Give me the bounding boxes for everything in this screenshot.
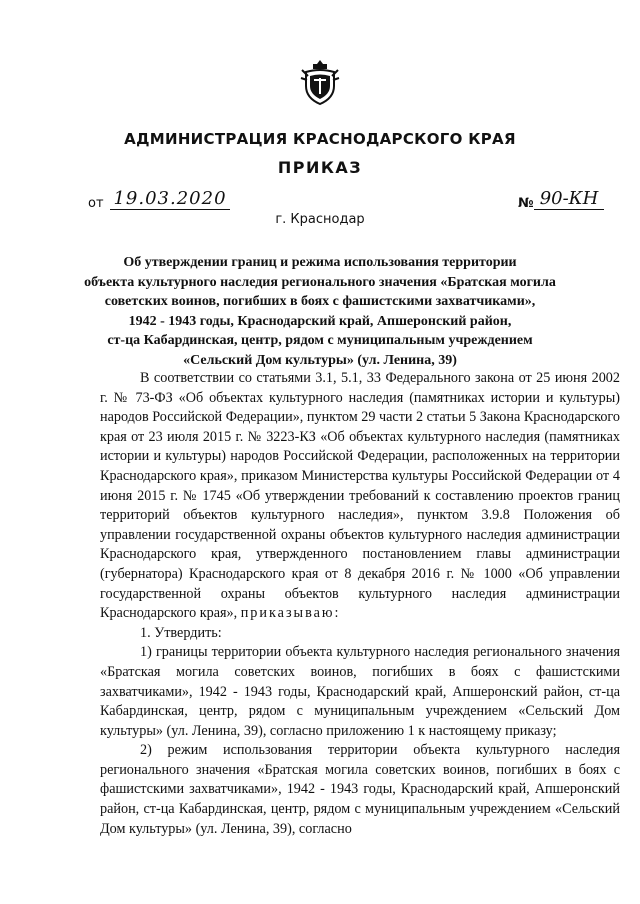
issuing-authority: АДМИНИСТРАЦИЯ КРАСНОДАРСКОГО КРАЯ xyxy=(124,130,516,148)
item-1-2: 2) режим использования территории объекта культурного наследия регионального значения «Братская могила советских воинов, погибших в боях с фашистскими захватчиками», 1942 - 1943 годы, Краснодарский край, Апшеронский район, ст-ца Кабардинская, центр, рядом с муниципальным учреждением «Сельский Дом культуры» (ул. Ленина, 39), согласно xyxy=(100,742,620,837)
title-line: ст-ца Кабардинская, центр, рядом с муниципальным учреждением xyxy=(107,333,533,348)
document-title xyxy=(80,253,560,370)
item-1-1: 1) границы территории объекта культурного наследия регионального значения «Братская могила советских воинов, погибших в боях с фашистскими захватчиками», 1942 - 1943 годы, Краснодарский край, Апшеронский район, ст-ца Кабардинская, центр, рядом с муниципальным учреждением «Сельский Дом культуры» (ул. Ленина, 39), согласно приложению 1 к настоящему приказу; xyxy=(100,644,620,739)
preamble-paragraph xyxy=(100,369,620,624)
number-value: 90-КН xyxy=(534,188,604,210)
preamble-text: В соответствии со статьями 3.1, 5.1, 33 Федерального закона от 25 июня 2002 г. № 73-ФЗ «Об объектах культурного наследия (памятниках истории и культуры) народов Российской Федерации», пунктом 29 части 2 статьи 5 Закона Краснодарского края от 23 июля 2015 г. № 3223-КЗ «Об объектах культурного наследия (памятниках истории и культуры) народов Российской Федерации, расположенных на территории Краснодарского края», приказом Министерства культуры Российской Федерации от 4 июня 2015 г. № 1745 «Об утверждении требований к составлению проектов границ территорий объектов культурного наследия», пунктом 3.9.8 Положения об управлении государственной охраны объектов культурного наследия администрации Краснодарского края, утвержденного постановлением главы администрации (губернатора) Краснодарского края от 8 декабря 2016 г. № 1000 «Об управлении государственной охраны объектов культурного наследия администрации Краснодарского края», xyxy=(100,370,620,622)
title-line: объекта культурного наследия регионального значения «Братская могила xyxy=(84,274,556,290)
date-value: 19.03.2020 xyxy=(110,188,230,210)
number-label: № xyxy=(518,196,534,211)
date-label: от xyxy=(88,196,104,211)
title-line: «Сельский Дом культуры» (ул. Ленина, 39) xyxy=(183,352,457,368)
city: г. Краснодар xyxy=(275,212,365,227)
title-line: 1942 - 1943 годы, Краснодарский край, Апшеронский район, xyxy=(128,313,512,329)
title-line: Об утверждении границ и режима использования территории xyxy=(123,255,517,270)
document-body xyxy=(100,369,620,839)
coat-of-arms-icon xyxy=(300,58,340,106)
title-line: советских воинов, погибших в боях с фашистскими захватчиками», xyxy=(104,294,536,309)
item-1: 1. Утвердить: xyxy=(140,624,222,641)
order-word: приказываю: xyxy=(240,605,341,622)
document-type: ПРИКАЗ xyxy=(277,158,363,177)
